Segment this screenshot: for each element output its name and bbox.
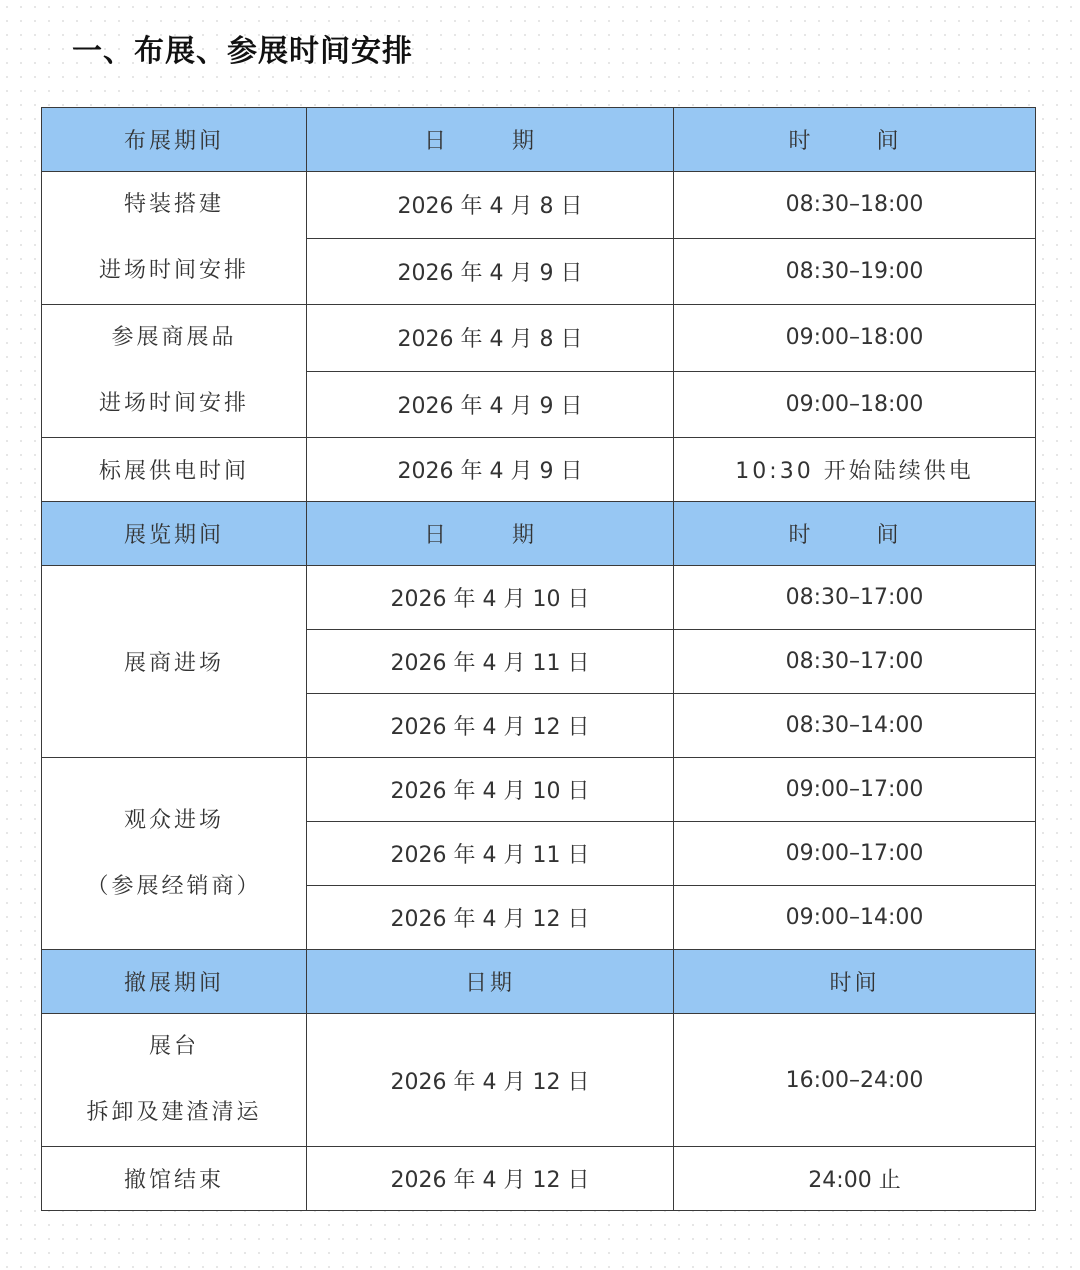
header-cell-date: 日 期: [307, 108, 674, 172]
time-cell: 08:30–18:00: [674, 172, 1036, 239]
table-row: [42, 758, 1036, 822]
row-label-cell: 撤馆结束: [42, 1147, 307, 1211]
row-label-line: 参展商展品: [111, 325, 237, 350]
table-row: [42, 172, 1036, 239]
row-label-line: 观众进场: [123, 807, 224, 833]
date-cell: 2026 年 4 月 11 日: [307, 630, 674, 694]
date-cell: 2026 年 4 月 12 日: [307, 694, 674, 758]
row-label-cell: [42, 1014, 307, 1147]
row-label-line: 进场时间安排: [98, 258, 249, 283]
time-cell: 08:30–17:00: [674, 630, 1036, 694]
date-cell: 2026 年 4 月 10 日: [307, 758, 674, 822]
header-cell-period: 布展期间: [42, 108, 307, 172]
header-cell-date: 日 期: [307, 502, 674, 566]
table-row: [42, 566, 1036, 630]
date-cell: 2026 年 4 月 12 日: [307, 886, 674, 950]
header-cell-time: 时 间: [674, 108, 1036, 172]
table-header-row: [42, 950, 1036, 1014]
row-label-cell: [42, 172, 307, 305]
time-cell: 08:30–14:00: [674, 694, 1036, 758]
row-label-line: 进场时间安排: [98, 391, 249, 416]
page-title: 一、布展、参展时间安排: [72, 34, 413, 69]
time-cell: 09:00–18:00: [674, 371, 1036, 438]
schedule-table: [41, 107, 1036, 1211]
date-cell: 2026 年 4 月 12 日: [307, 1147, 674, 1211]
date-cell: 2026 年 4 月 8 日: [307, 305, 674, 372]
row-label-line: 特装搭建: [123, 192, 224, 217]
table-row: [42, 1014, 1036, 1147]
table-header-row: [42, 108, 1036, 172]
header-cell-time: 时 间: [674, 502, 1036, 566]
row-label-cell: [42, 305, 307, 438]
table-row: [42, 1147, 1036, 1211]
time-cell: 09:00–17:00: [674, 758, 1036, 822]
time-cell: 08:30–17:00: [674, 566, 1036, 630]
table-row: [42, 438, 1036, 502]
time-cell: 09:00–14:00: [674, 886, 1036, 950]
date-cell: 2026 年 4 月 10 日: [307, 566, 674, 630]
time-cell: 09:00–17:00: [674, 822, 1036, 886]
header-cell-time: 时间: [674, 950, 1036, 1014]
row-label-cell: 标展供电时间: [42, 438, 307, 502]
date-cell: 2026 年 4 月 9 日: [307, 371, 674, 438]
row-label-cell: 展商进场: [42, 566, 307, 758]
date-cell: 2026 年 4 月 9 日: [307, 238, 674, 305]
time-cell: 10:30 开始陆续供电: [674, 438, 1036, 502]
row-label-line: 拆卸及建渣清运: [86, 1100, 262, 1125]
row-label-cell: [42, 758, 307, 950]
header-cell-period: 展览期间: [42, 502, 307, 566]
header-cell-date: 日期: [307, 950, 674, 1014]
row-label-line: （参展经销商）: [86, 873, 262, 899]
header-cell-period: 撤展期间: [42, 950, 307, 1014]
time-cell: 09:00–18:00: [674, 305, 1036, 372]
row-label-line: 展台: [148, 1034, 199, 1059]
time-cell: 16:00–24:00: [674, 1014, 1036, 1147]
table-row: [42, 305, 1036, 372]
table-header-row: [42, 502, 1036, 566]
date-cell: 2026 年 4 月 9 日: [307, 438, 674, 502]
date-cell: 2026 年 4 月 12 日: [307, 1014, 674, 1147]
time-cell: 24:00 止: [674, 1147, 1036, 1211]
date-cell: 2026 年 4 月 11 日: [307, 822, 674, 886]
date-cell: 2026 年 4 月 8 日: [307, 172, 674, 239]
time-cell: 08:30–19:00: [674, 238, 1036, 305]
